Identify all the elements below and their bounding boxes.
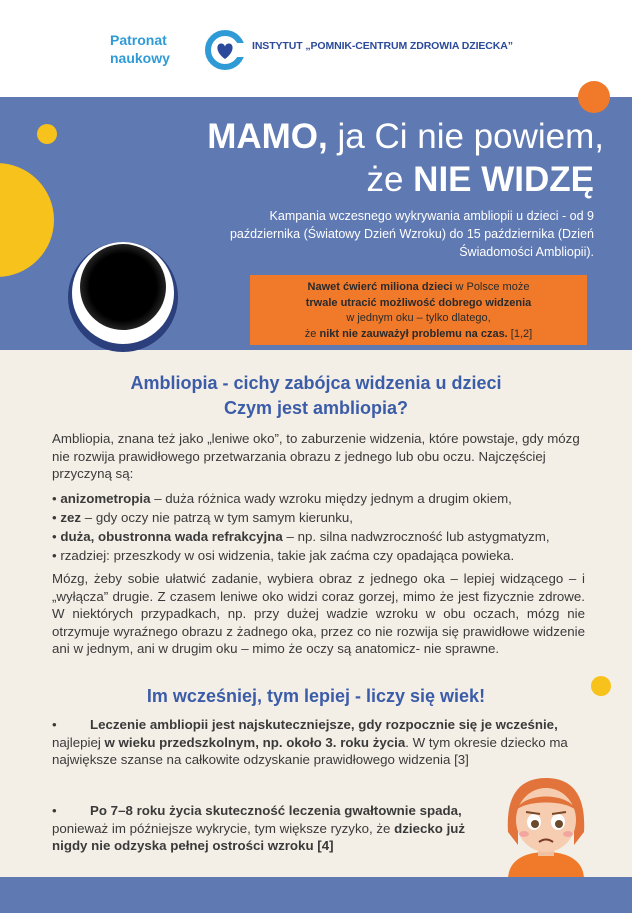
list-item: • anizometropia – duża różnica wady wzroku między jednym a drugim okiem,	[52, 491, 512, 506]
campaign-description: Kampania wczesnego wykrywania ambliopii u dzieci - od 9 października (Światowy Dzień Wzroku) do 15 października (Dzień Świadomości Ambliopii).	[229, 209, 594, 259]
child-illustration-icon	[498, 770, 594, 880]
patronat-label: Patronat naukowy	[110, 32, 170, 66]
section1-subheading: Czym jest ambliopia?	[223, 398, 409, 418]
footer-band	[0, 877, 632, 913]
eye-pupil-icon	[80, 244, 166, 330]
alert-box: Nawet ćwierć miliona dzieci w Polsce może trwale utracić możliwość dobrego widzenia w jednym oku – tylko dlatego, że nikt nie zauważył problemu na czas. [1,2]	[250, 275, 587, 345]
hero-title-line1: MAMO, ja Ci nie powiem,	[207, 117, 604, 156]
list-item: • rzadziej: przeszkody w osi widzenia, takie jak zaćma czy opadająca powieka.	[52, 548, 515, 563]
section2-heading: Im wcześniej, tym lepiej - liczy się wiek!	[146, 686, 486, 706]
list-item: • duża, obustronna wada refrakcyjna – np. silna nadwzroczność lub astygmatyzm,	[52, 529, 550, 544]
yellow-dot-small-decoration	[37, 124, 57, 144]
institute-name: INSTYTUT „POMNIK-CENTRUM ZDROWIA DZIECKA”	[252, 40, 513, 52]
hero-title-line2: że NIE WIDZĘ	[366, 160, 594, 199]
body-paragraph: Mózg, żeby sobie ułatwić zadanie, wybiera obraz z jednego oka – lepiej widzącego – i „wyłącza” drugie. Z czasem leniwe oko widzi coraz gorzej, mimo że jest fizycznie zdrowe. W niektórych przypadkach, np. przy dużej wadzie wzroku w obu oczach, mózg nie otrzymuje wyraźnego obrazu z żadnego oka, przez co nie rozwija się prawidłowe widzenie ani w jednym, ani w drugim oku – mimo że oczy są anatomicz- nie sprawne.	[52, 571, 585, 656]
section1-heading: Ambliopia - cichy zabójca widzenia u dzieci	[130, 373, 502, 393]
late-treatment-item: • Po 7–8 roku życia skuteczność leczenia gwałtownie spada, ponieważ im późniejsze wykrycie, tym większe ryzyko, że dziecko już nigdy nie odzyska pełnej ostrości wzroku [4]	[52, 803, 466, 853]
early-treatment-item: • Leczenie ambliopii jest najskuteczniejsze, gdy rozpocznie się je wcześnie, najlepiej w wieku przedszkolnym, np. około 3. roku życia. W tym okresie dziecko ma największe szanse na całkowite odzyskanie prawidłowego widzenia [3]	[52, 717, 568, 767]
list-item: • zez – gdy oczy nie patrzą w tym samym kierunku,	[52, 510, 354, 525]
institute-logo-icon	[203, 30, 249, 70]
intro-paragraph: Ambliopia, znana też jako „leniwe oko”, to zaburzenie widzenia, które powstaje, gdy mózg nie rozwija prawidłowego przetwarzania obrazu z jednego lub obu oczu. Najczęściej przyczyną są:	[52, 431, 580, 481]
orange-dot-decoration	[578, 81, 610, 113]
causes-list	[52, 489, 550, 565]
